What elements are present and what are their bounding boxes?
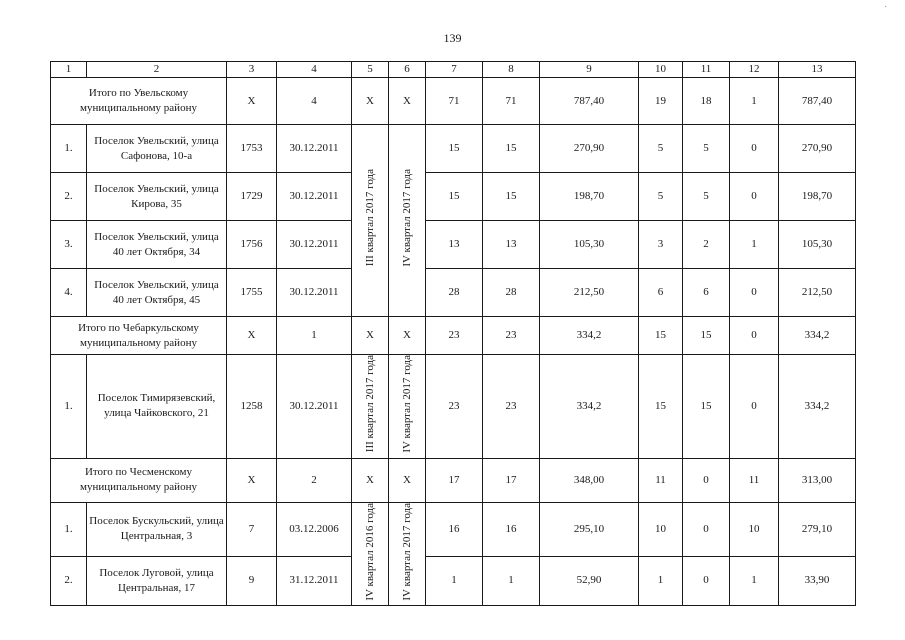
cell-c11: 2 <box>683 221 730 269</box>
total-cell-c7: 17 <box>426 458 483 502</box>
total-cell-c11: 15 <box>683 317 730 355</box>
cell-c10: 3 <box>639 221 683 269</box>
column-number: 5 <box>352 62 389 78</box>
cell-c9: 270,90 <box>540 125 639 173</box>
column-number: 11 <box>683 62 730 78</box>
cell-c8: 1 <box>483 556 540 606</box>
cell-c13: 198,70 <box>779 173 856 221</box>
planned-start-quarter-text: III квартал 2017 года <box>364 169 376 267</box>
row-number: 4. <box>51 269 87 317</box>
page-number: 139 <box>443 31 462 45</box>
total-cell-c12: 1 <box>730 78 779 125</box>
building-row <box>51 355 856 459</box>
total-cell-c8: 23 <box>483 317 540 355</box>
cell-c10: 5 <box>639 125 683 173</box>
district-total-label: Итого по Чесменскому муниципальному району <box>51 458 227 502</box>
building-address: Поселок Увельский, улица 40 лет Октября, 34 <box>87 221 227 269</box>
column-number: 13 <box>779 62 856 78</box>
total-cell-c8: 71 <box>483 78 540 125</box>
cell-c11: 6 <box>683 269 730 317</box>
total-cell-c4: 4 <box>277 78 352 125</box>
total-cell-c5: Х <box>352 317 389 355</box>
total-cell-c9: 334,2 <box>540 317 639 355</box>
building-code: 1756 <box>227 221 277 269</box>
cell-c7: 16 <box>426 502 483 556</box>
column-number: 7 <box>426 62 483 78</box>
total-cell-c12: 0 <box>730 317 779 355</box>
total-cell-c8: 17 <box>483 458 540 502</box>
total-cell-c7: 23 <box>426 317 483 355</box>
total-cell-c3: Х <box>227 458 277 502</box>
building-row <box>51 173 856 221</box>
cell-c12: 0 <box>730 355 779 459</box>
cell-c13: 270,90 <box>779 125 856 173</box>
row-number: 1. <box>51 125 87 173</box>
total-cell-c4: 2 <box>277 458 352 502</box>
cell-c12: 0 <box>730 269 779 317</box>
cell-c11: 15 <box>683 355 730 459</box>
cell-c10: 6 <box>639 269 683 317</box>
cell-c11: 5 <box>683 173 730 221</box>
row-number: 1. <box>51 502 87 556</box>
planned-start-quarter-text: III квартал 2017 года <box>364 355 376 453</box>
building-code: 1753 <box>227 125 277 173</box>
table-body <box>51 62 856 606</box>
recognition-date: 31.12.2011 <box>277 556 352 606</box>
total-cell-c6: Х <box>389 317 426 355</box>
cell-c8: 16 <box>483 502 540 556</box>
recognition-date: 30.12.2011 <box>277 355 352 459</box>
cell-c12: 1 <box>730 556 779 606</box>
recognition-date: 30.12.2011 <box>277 173 352 221</box>
total-cell-c7: 71 <box>426 78 483 125</box>
planned-end-quarter <box>389 502 426 606</box>
column-number-row <box>51 62 856 78</box>
column-number: 6 <box>389 62 426 78</box>
building-address: Поселок Увельский, улица Сафонова, 10-а <box>87 125 227 173</box>
cell-c10: 15 <box>639 355 683 459</box>
cell-c10: 10 <box>639 502 683 556</box>
cell-c7: 13 <box>426 221 483 269</box>
building-code: 1729 <box>227 173 277 221</box>
planned-end-quarter-text: IV квартал 2017 года <box>401 169 413 267</box>
building-code: 7 <box>227 502 277 556</box>
total-cell-c11: 18 <box>683 78 730 125</box>
total-cell-c12: 11 <box>730 458 779 502</box>
column-number: 3 <box>227 62 277 78</box>
total-cell-c10: 19 <box>639 78 683 125</box>
planned-start-quarter-text: IV квартал 2016 года <box>364 502 376 601</box>
recognition-date: 30.12.2011 <box>277 125 352 173</box>
building-address: Поселок Луговой, улица Центральная, 17 <box>87 556 227 606</box>
building-address: Поселок Увельский, улица 40 лет Октября, 45 <box>87 269 227 317</box>
recognition-date: 30.12.2011 <box>277 221 352 269</box>
cell-c9: 198,70 <box>540 173 639 221</box>
column-number: 2 <box>87 62 227 78</box>
district-total-label: Итого по Увельскому муниципальному району <box>51 78 227 125</box>
building-row <box>51 502 856 556</box>
building-address: Поселок Бускульский, улица Центральная, 3 <box>87 502 227 556</box>
cell-c9: 212,50 <box>540 269 639 317</box>
total-cell-c9: 348,00 <box>540 458 639 502</box>
total-cell-c5: Х <box>352 458 389 502</box>
planned-start-quarter <box>352 502 389 606</box>
total-cell-c4: 1 <box>277 317 352 355</box>
cell-c8: 15 <box>483 125 540 173</box>
cell-c7: 15 <box>426 125 483 173</box>
column-number: 9 <box>540 62 639 78</box>
total-cell-c13: 313,00 <box>779 458 856 502</box>
cell-c12: 1 <box>730 221 779 269</box>
cell-c13: 212,50 <box>779 269 856 317</box>
building-row <box>51 269 856 317</box>
recognition-date: 03.12.2006 <box>277 502 352 556</box>
building-row <box>51 125 856 173</box>
planned-end-quarter <box>389 125 426 317</box>
total-cell-c10: 11 <box>639 458 683 502</box>
total-cell-c3: Х <box>227 317 277 355</box>
cell-c9: 105,30 <box>540 221 639 269</box>
cell-c8: 15 <box>483 173 540 221</box>
housing-registry-table <box>50 61 856 606</box>
row-number: 2. <box>51 556 87 606</box>
row-number: 2. <box>51 173 87 221</box>
total-cell-c6: Х <box>389 78 426 125</box>
cell-c12: 10 <box>730 502 779 556</box>
cell-c7: 15 <box>426 173 483 221</box>
cell-c11: 0 <box>683 502 730 556</box>
cell-c11: 5 <box>683 125 730 173</box>
column-number: 10 <box>639 62 683 78</box>
cell-c13: 105,30 <box>779 221 856 269</box>
corner-mark: · <box>884 2 888 13</box>
building-code: 9 <box>227 556 277 606</box>
cell-c12: 0 <box>730 125 779 173</box>
building-row <box>51 556 856 606</box>
planned-end-quarter <box>389 355 426 459</box>
district-total-row <box>51 317 856 355</box>
cell-c8: 23 <box>483 355 540 459</box>
planned-end-quarter-text: IV квартал 2017 года <box>401 502 413 601</box>
cell-c7: 1 <box>426 556 483 606</box>
cell-c11: 0 <box>683 556 730 606</box>
column-number: 8 <box>483 62 540 78</box>
row-number: 1. <box>51 355 87 459</box>
cell-c9: 52,90 <box>540 556 639 606</box>
building-code: 1755 <box>227 269 277 317</box>
cell-c13: 334,2 <box>779 355 856 459</box>
cell-c10: 5 <box>639 173 683 221</box>
cell-c10: 1 <box>639 556 683 606</box>
recognition-date: 30.12.2011 <box>277 269 352 317</box>
column-number: 12 <box>730 62 779 78</box>
total-cell-c10: 15 <box>639 317 683 355</box>
cell-c8: 13 <box>483 221 540 269</box>
cell-c7: 28 <box>426 269 483 317</box>
total-cell-c13: 334,2 <box>779 317 856 355</box>
total-cell-c9: 787,40 <box>540 78 639 125</box>
total-cell-c11: 0 <box>683 458 730 502</box>
district-total-row <box>51 78 856 125</box>
building-address: Поселок Тимирязевский, улица Чайковского, 21 <box>87 355 227 459</box>
district-total-label: Итого по Чебаркульскому муниципальному району <box>51 317 227 355</box>
row-number: 3. <box>51 221 87 269</box>
total-cell-c3: Х <box>227 78 277 125</box>
planned-end-quarter-text: IV квартал 2017 года <box>401 355 413 453</box>
cell-c12: 0 <box>730 173 779 221</box>
cell-c9: 334,2 <box>540 355 639 459</box>
cell-c9: 295,10 <box>540 502 639 556</box>
cell-c8: 28 <box>483 269 540 317</box>
column-number: 4 <box>277 62 352 78</box>
total-cell-c5: Х <box>352 78 389 125</box>
total-cell-c6: Х <box>389 458 426 502</box>
planned-start-quarter <box>352 355 389 459</box>
building-address: Поселок Увельский, улица Кирова, 35 <box>87 173 227 221</box>
planned-start-quarter <box>352 125 389 317</box>
total-cell-c13: 787,40 <box>779 78 856 125</box>
column-number: 1 <box>51 62 87 78</box>
district-total-row <box>51 458 856 502</box>
cell-c13: 279,10 <box>779 502 856 556</box>
building-row <box>51 221 856 269</box>
cell-c7: 23 <box>426 355 483 459</box>
cell-c13: 33,90 <box>779 556 856 606</box>
building-code: 1258 <box>227 355 277 459</box>
